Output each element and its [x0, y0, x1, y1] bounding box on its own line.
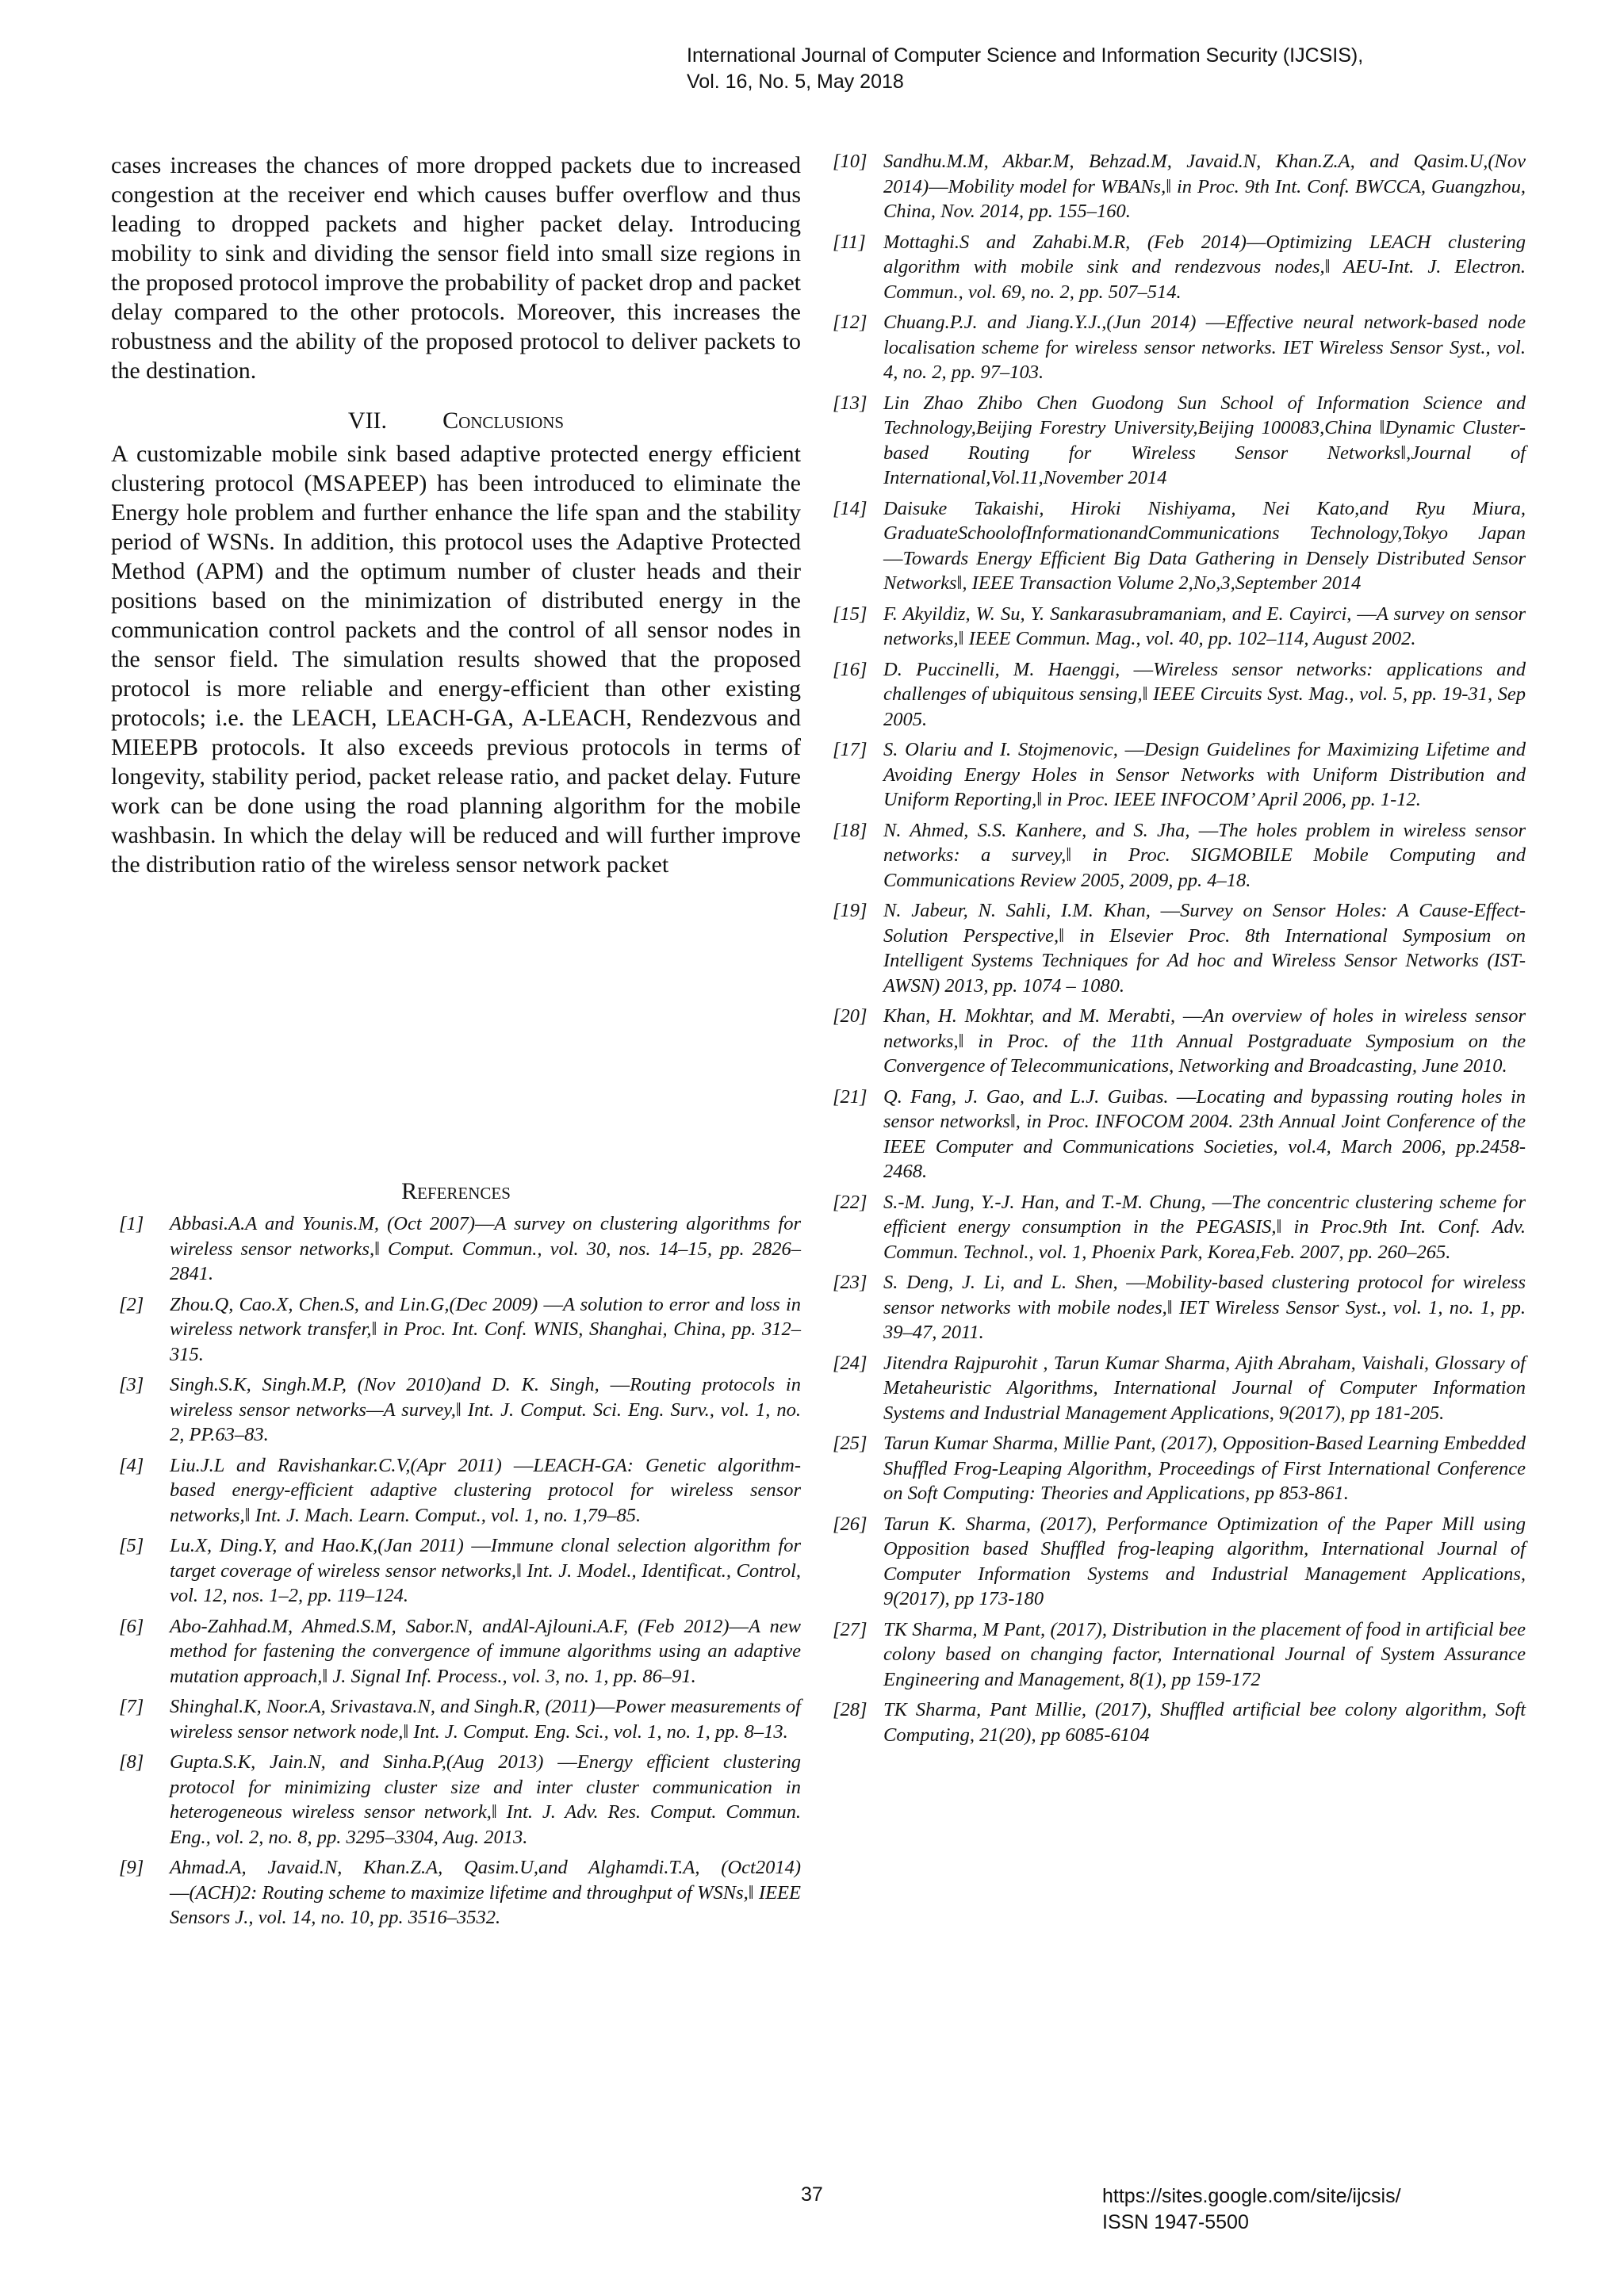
references-list-left	[119, 1211, 801, 1936]
reference-text: F. Akyildiz, W. Su, Y. Sankarasubramaniam, and E. Cayirci, ―A survey on sensor networks,‖ IEEE Commun. Mag., vol. 40, pp. 102–114, August 2002.	[883, 603, 1526, 649]
reference-number: [10]	[833, 151, 868, 172]
reference-text: N. Ahmed, S.S. Kanhere, and S. Jha, ―The holes problem in wireless sensor networks: a survey,‖ in Proc. SIGMOBILE Mobile Computing and Communications Review 2005, 2009, pp. 4–18.	[883, 819, 1526, 891]
reference-text: S. Olariu and I. Stojmenovic, ―Design Guidelines for Maximizing Lifetime and Avoiding Energy Holes in Sensor Networks with Uniform Distribution and Uniform Reporting,‖ in Proc. IEEE INFOCOM’ April 2006, pp. 1-12.	[883, 739, 1526, 810]
reference-item	[119, 1372, 801, 1448]
reference-text: Mottaghi.S and Zahabi.M.R, (Feb 2014)―Optimizing LEACH clustering algorithm with mobile sink and rendezvous nodes,‖ AEU-Int. J. Electron. Commun., vol. 69, no. 2, pp. 507–514.	[883, 231, 1526, 303]
reference-item	[833, 1617, 1526, 1693]
reference-item	[833, 1351, 1526, 1426]
reference-text: Lu.X, Ding.Y, and Hao.K,(Jan 2011) ―Immune clonal selection algorithm for target coverage of wireless sensor networks,‖ Int. J. Model., Identificat., Control, vol. 12, nos. 1–2, pp. 119–124.	[170, 1535, 801, 1606]
reference-text: Sandhu.M.M, Akbar.M, Behzad.M, Javaid.N, Khan.Z.A, and Qasim.U,(Nov 2014)―Mobility model for WBANs,‖ in Proc. 9th Int. Conf. BWCCA, Guangzhou, China, Nov. 2014, pp. 155–160.	[883, 151, 1526, 222]
reference-text: TK Sharma, Pant Millie, (2017), Shuffled artificial bee colony algorithm, Soft Computing, 21(20), pp 6085-6104	[883, 1699, 1526, 1746]
reference-number: [2]	[119, 1293, 144, 1315]
reference-item	[833, 391, 1526, 491]
reference-item	[119, 1694, 801, 1744]
reference-text: Tarun K. Sharma, (2017), Performance Optimization of the Paper Mill using Opposition based Shuffled frog-leaping algorithm, International Journal of Computer Information Systems and Industrial Management Applications, 9(2017), pp 173-180	[883, 1513, 1526, 1609]
reference-number: [20]	[833, 1005, 868, 1027]
reference-item	[119, 1750, 801, 1850]
reference-item	[833, 496, 1526, 596]
journal-title: International Journal of Computer Science and Information Security (IJCSIS),	[687, 44, 1364, 67]
reference-number: [3]	[119, 1374, 144, 1395]
reference-number: [7]	[119, 1696, 144, 1717]
reference-text: Q. Fang, J. Gao, and L.J. Guibas. ―Locating and bypassing routing holes in sensor networks‖, in Proc. INFOCOM 2004. 23th Annual Joint Conference of the IEEE Computer and Communications Societies, vol.4, March 2006, pp.2458-2468.	[883, 1085, 1526, 1182]
reference-text: Abo-Zahhad.M, Ahmed.S.M, Sabor.N, andAl-Ajlouni.A.F, (Feb 2012)―A new method for fastening the convergence of immune algorithms using an adaptive mutation approach,‖ J. Signal Inf. Process., vol. 3, no. 1, pp. 86–91.	[170, 1615, 801, 1687]
references-heading: References	[401, 1178, 511, 1204]
reference-item	[833, 1512, 1526, 1612]
reference-text: N. Jabeur, N. Sahli, I.M. Khan, ―Survey on Sensor Holes: A Cause-Effect-Solution Perspective,‖ in Elsevier Proc. 8th International Symposium on Intelligent Systems Techniques for Ad hoc and Wireless Sensor Networks (IST-AWSN) 2013, pp. 1074 – 1080.	[883, 900, 1526, 997]
reference-number: [16]	[833, 658, 868, 680]
reference-item	[833, 898, 1526, 998]
reference-item	[833, 310, 1526, 385]
reference-number: [9]	[119, 1857, 144, 1878]
reference-number: [27]	[833, 1618, 868, 1640]
page-number: 37	[801, 2183, 823, 2206]
reference-text: Tarun Kumar Sharma, Millie Pant, (2017), Opposition-Based Learning Embedded Shuffled Frog-Leaping Algorithm, Proceedings of First International Conference on Soft Computing: Theories and Applications, pp 853-861.	[883, 1433, 1526, 1504]
journal-footer	[1102, 2183, 1401, 2236]
reference-number: [13]	[833, 392, 868, 414]
journal-issn: ISSN 1947-5500	[1102, 2211, 1249, 2233]
reference-number: [5]	[119, 1535, 144, 1556]
reference-text: Gupta.S.K, Jain.N, and Sinha.P,(Aug 2013) ―Energy efficient clustering protocol for minimizing cluster size and inter cluster communication in heterogeneous wireless sensor network,‖ Int. J. Adv. Res. Comput. Commun. Eng., vol. 2, no. 8, pp. 3295–3304, Aug. 2013.	[170, 1751, 801, 1848]
reference-item	[119, 1211, 801, 1287]
reference-number: [19]	[833, 900, 868, 921]
reference-number: [8]	[119, 1751, 144, 1773]
reference-text: Jitendra Rajpurohit , Tarun Kumar Sharma, Ajith Abraham, Vaishali, Glossary of Metaheuristic Algorithms, International Journal of Computer Information Systems and Industrial Management Applications, 9(2017), pp 181-205.	[883, 1352, 1526, 1424]
reference-number: [25]	[833, 1433, 868, 1454]
references-list-right	[833, 149, 1526, 1753]
reference-text: Khan, H. Mokhtar, and M. Merabti, ―An overview of holes in wireless sensor networks,‖ in Proc. of the 11th Annual Postgraduate Symposium on the Convergence of Telecommunications, Networking and Broadcasting, June 2010.	[883, 1005, 1526, 1077]
reference-item	[833, 1431, 1526, 1506]
reference-number: [15]	[833, 603, 868, 625]
reference-item	[119, 1292, 801, 1368]
reference-number: [24]	[833, 1352, 868, 1374]
reference-item	[833, 230, 1526, 305]
reference-item	[833, 1697, 1526, 1747]
reference-text: TK Sharma, M Pant, (2017), Distribution in the placement of food in artificial bee colony based on changing factor, International Journal of System Assurance Engineering and Management, 8(1), pp 159-172	[883, 1618, 1526, 1690]
reference-item	[833, 149, 1526, 224]
reference-number: [4]	[119, 1454, 144, 1476]
reference-item	[833, 818, 1526, 894]
reference-item	[833, 737, 1526, 813]
reference-item	[833, 1270, 1526, 1345]
journal-header	[687, 43, 1363, 95]
reference-number: [28]	[833, 1699, 868, 1720]
reference-text: S. Deng, J. Li, and L. Shen, ―Mobility-based clustering protocol for wireless sensor networks with mobile nodes,‖ IET Wireless Sensor Syst., vol. 1, no. 1, pp. 39–47, 2011.	[883, 1272, 1526, 1343]
reference-number: [21]	[833, 1085, 868, 1108]
reference-item	[833, 1085, 1526, 1184]
reference-text: Daisuke Takaishi, Hiroki Nishiyama, Nei Kato,and Ryu Miura, GraduateSchoolofInformationandCommunications Technology,Tokyo Japan ―Towards Energy Efficient Big Data Gathering in Densely Distributed Sensor Networks‖, IEEE Transaction Volume 2,No,3,September 2014	[883, 497, 1526, 594]
reference-number: [12]	[833, 312, 868, 333]
reference-text: Singh.S.K, Singh.M.P, (Nov 2010)and D. K. Singh, ―Routing protocols in wireless sensor networks—A survey,‖ Int. J. Comput. Sci. Eng. Surv., vol. 1, no. 2, PP.63–83.	[170, 1374, 801, 1445]
reference-item	[119, 1453, 801, 1529]
reference-item	[833, 657, 1526, 733]
reference-text: Lin Zhao Zhibo Chen Guodong Sun School of Information Science and Technology,Beijing Forestry University,Beijing 100083,China ‖Dynamic Cluster-based Routing for Wireless Sensor Networks‖,Journal of International,Vol.11,November 2014	[883, 392, 1526, 488]
intro-paragraph: cases increases the chances of more dropped packets due to increased congestion at the receiver end which causes buffer overflow and thus leading to dropped packets and higher packet delay. Introducing mobility to sink and dividing the sensor field into small size regions in the proposed protocol improve the probability of packet drop and packet delay compared to the other protocols. Moreover, this increases the robustness and the ability of the proposed protocol to deliver packets to the destination.	[111, 152, 801, 384]
reference-number: [14]	[833, 497, 868, 519]
conclusions-paragraph: A customizable mobile sink based adaptive protected energy efficient clustering protocol (MSAPEEP) has been introduced to eliminate the Energy hole problem and further enhance the life span and the stability period of WSNs. In addition, this protocol uses the Adaptive Protected Method (APM) and the optimum number of cluster heads and their positions based on the minimization of distributed energy in the communication control packets and the control of all sensor nodes in the sensor field. The simulation results showed that the proposed protocol is more reliable and energy-efficient than other existing protocols; i.e. the LEACH, LEACH-GA, A-LEACH, Rendezvous and MIEEPB protocols. It also exceeds previous protocols in terms of longevity, stability period, packet release ratio, and packet delay. Future work can be done using the road planning algorithm for the mobile washbasin. In which the delay will be reduced and will further improve the distribution ratio of the wireless sensor network packet	[111, 441, 801, 878]
reference-text: Zhou.Q, Cao.X, Chen.S, and Lin.G,(Dec 2009) ―A solution to error and loss in wireless network transfer,‖ in Proc. Int. Conf. WNIS, Shanghai, China, pp. 312–315.	[170, 1293, 801, 1365]
reference-number: [26]	[833, 1513, 868, 1535]
journal-url: https://sites.google.com/site/ijcsis/	[1102, 2185, 1401, 2207]
reference-item	[833, 1004, 1526, 1079]
reference-text: Shinghal.K, Noor.A, Srivastava.N, and Singh.R, (2011)―Power measurements of wireless sensor network node,‖ Int. J. Comput. Eng. Sci., vol. 1, no. 1, pp. 8–13.	[170, 1696, 801, 1743]
reference-number: [6]	[119, 1615, 144, 1637]
reference-text: Chuang.P.J. and Jiang.Y.J.,(Jun 2014) ―Effective neural network-based node localisation scheme for wireless sensor networks. IET Wireless Sensor Syst., vol. 4, no. 2, pp. 97–103.	[883, 312, 1526, 383]
reference-text: S.-M. Jung, Y.-J. Han, and T.-M. Chung, ―The concentric clustering scheme for efficient energy consumption in the PEGASIS,‖ in Proc.9th Int. Conf. Adv. Commun. Technol., vol. 1, Phoenix Park, Korea,Feb. 2007, pp. 260–265.	[883, 1191, 1526, 1263]
reference-item	[119, 1533, 801, 1609]
reference-item	[833, 602, 1526, 652]
reference-text: Abbasi.A.A and Younis.M, (Oct 2007)―A survey on clustering algorithms for wireless sensor networks,‖ Comput. Commun., vol. 30, nos. 14–15, pp. 2826–2841.	[170, 1213, 801, 1284]
reference-item	[119, 1614, 801, 1689]
section-number: VII.	[347, 408, 388, 434]
reference-number: [22]	[833, 1191, 868, 1213]
left-column	[111, 151, 801, 879]
reference-item	[119, 1855, 801, 1931]
journal-issue: Vol. 16, No. 5, May 2018	[687, 71, 904, 93]
conclusions-heading	[111, 408, 801, 434]
reference-number: [17]	[833, 739, 868, 760]
reference-number: [23]	[833, 1272, 868, 1293]
reference-number: [18]	[833, 819, 868, 841]
reference-number: [11]	[833, 231, 866, 253]
reference-text: D. Puccinelli, M. Haenggi, ―Wireless sensor networks: applications and challenges of ubiquitous sensing,‖ IEEE Circuits Syst. Mag., vol. 5, pp. 19-31, Sep 2005.	[883, 658, 1526, 730]
reference-item	[833, 1190, 1526, 1265]
reference-text: Ahmad.A, Javaid.N, Khan.Z.A, Qasim.U,and Alghamdi.T.A, (Oct2014) ―(ACH)2: Routing scheme to maximize lifetime and throughput of WSNs,‖ IEEE Sensors J., vol. 14, no. 10, pp. 3516–3532.	[170, 1857, 801, 1928]
reference-number: [1]	[119, 1213, 144, 1234]
section-title: Conclusions	[442, 408, 565, 434]
reference-text: Liu.J.L and Ravishankar.C.V,(Apr 2011) ―LEACH-GA: Genetic algorithm-based energy-efficient adaptive clustering protocol for wireless sensor networks,‖ Int. J. Mach. Learn. Comput., vol. 1, no. 1,79–85.	[170, 1454, 801, 1526]
